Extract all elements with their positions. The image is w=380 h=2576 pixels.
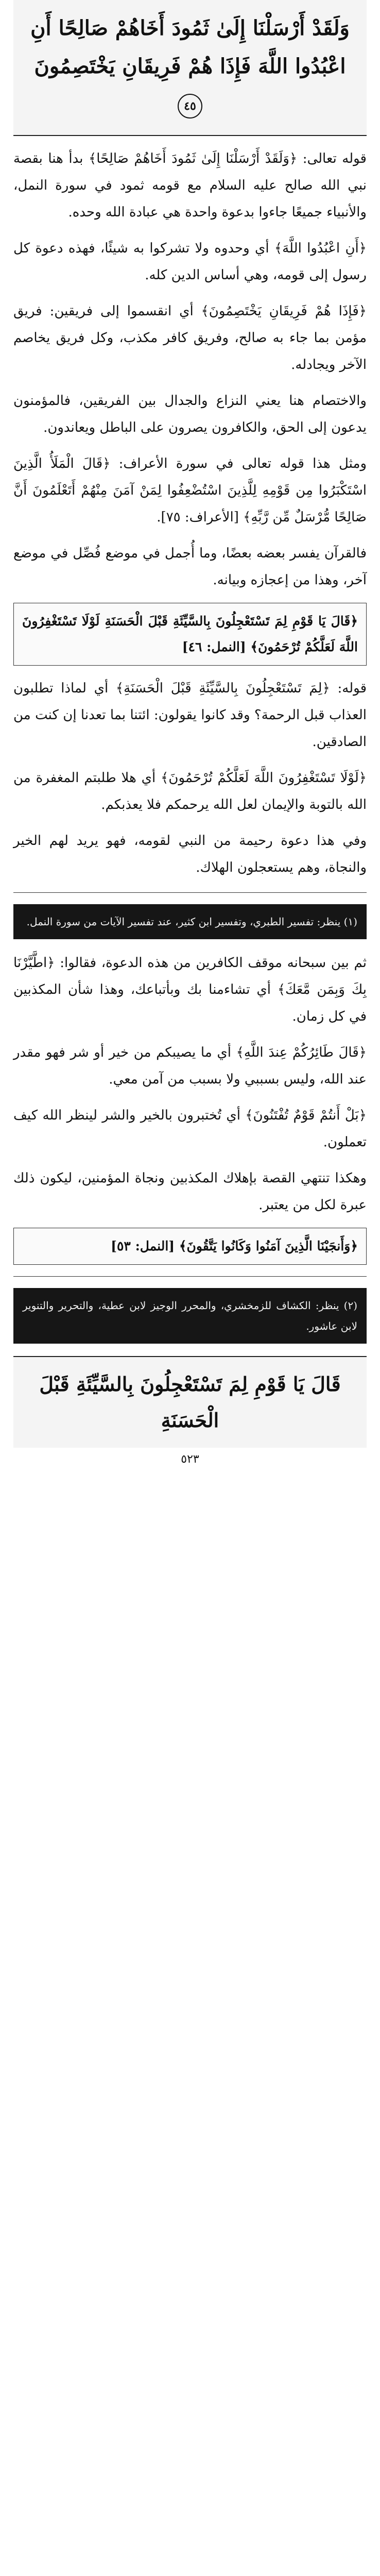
header-verse-text: وَلَقَدْ أَرْسَلْنَا إِلَىٰ ثَمُودَ أَخَاهُمْ صَالِحًا أَنِ اعْبُدُوا اللَّهَ فَإِذَا هُمْ فَرِيقَانِ يَخْتَصِمُونَ — [30, 16, 350, 78]
paragraph-10: ثم بين سبحانه موقف الكافرين من هذه الدعوة، فقالوا: ﴿اطَّيَّرْنَا بِكَ وَبِمَن مَّعَكَ﴾ أي تشاءمنا بك وبأتباعك، وهذا شأن المكذبين في كل زمان. — [13, 955, 367, 1024]
verse-quote-2: ﴿وَأَنجَيْنَا الَّذِينَ آمَنُوا وَكَانُوا يَتَّقُونَ﴾ [النمل: ٥٣] — [13, 1228, 367, 1265]
paragraph-9: وفي هذا دعوة رحيمة من النبي لقومه، فهو يريد لهم الخير والنجاة، وهم يستعجلون الهلاك. — [13, 833, 367, 875]
verse-quote-1: ﴿قَالَ يَا قَوْمِ لِمَ تَسْتَعْجِلُونَ بِالسَّيِّئَةِ قَبْلَ الْحَسَنَةِ لَوْلَا تَسْتَغْفِرُونَ اللَّهَ لَعَلَّكُمْ تُرْحَمُونَ﴾ [النمل: ٤٦] — [13, 603, 367, 666]
paragraph-11: ﴿قَالَ طَائِرُكُمْ عِندَ اللَّهِ﴾ أي ما يصيبكم من خير أو شر فهو مقدر عند الله، وليس بسببي ولا بسبب من آمن معي. — [13, 1045, 367, 1087]
ayah-number-badge: ٤٥ — [178, 94, 202, 118]
paragraph-13: وهكذا تنتهي القصة بإهلاك المكذبين ونجاة المؤمنين، ليكون ذلك عبرة لكل من يعتبر. — [13, 1171, 367, 1213]
paragraph-12: ﴿بَلْ أَنتُمْ قَوْمٌ تُفْتَنُونَ﴾ أي تُختبرون بالخير والشر لينظر الله كيف تعملون. — [13, 1108, 367, 1150]
paragraph-5: ومثل هذا قوله تعالى في سورة الأعراف: ﴿قَالَ الْمَلَأُ الَّذِينَ اسْتَكْبَرُوا مِن قَوْمِهِ لِلَّذِينَ اسْتُضْعِفُوا لِمَنْ آمَنَ مِنْهُمْ أَتَعْلَمُونَ أَنَّ صَالِحًا مُّرْسَلٌ مِّن رَّبِّهِ﴾ [الأعراف: ٧٥]. — [13, 456, 367, 525]
paragraph-7: قوله: ﴿لِمَ تَسْتَعْجِلُونَ بِالسَّيِّئَةِ قَبْلَ الْحَسَنَةِ﴾ أي لماذا تطلبون العذاب قبل الرحمة؟ وقد كانوا يقولون: ائتنا بما تعدنا إن كنت من الصادقين. — [13, 681, 367, 750]
closing-verse: قَالَ يَا قَوْمِ لِمَ تَسْتَعْجِلُونَ بِالسَّيِّئَةِ قَبْلَ الْحَسَنَةِ — [13, 1356, 367, 1448]
paragraph-3: ﴿فَإِذَا هُمْ فَرِيقَانِ يَخْتَصِمُونَ﴾ أي انقسموا إلى فريقين: فريق مؤمن بما جاء به صالح، وفريق كافر مكذب، وكل فريق يخاصم الآخر ويجادله. — [13, 303, 367, 372]
paragraph-2: ﴿أَنِ اعْبُدُوا اللَّهَ﴾ أي وحدوه ولا تشركوا به شيئًا، فهذه دعوة كل رسول إلى قومه، وهي أساس الدين كله. — [13, 241, 367, 283]
paragraph-8: ﴿لَوْلَا تَسْتَغْفِرُونَ اللَّهَ لَعَلَّكُمْ تُرْحَمُونَ﴾ أي هلا طلبتم المغفرة من الله بالتوبة والإيمان لعل الله يرحمكم فلا يعذبكم. — [13, 770, 367, 812]
header-verse — [13, 0, 367, 136]
footnote-2: (٢) ينظر: الكشاف للزمخشري، والمحرر الوجيز لابن عطية، والتحرير والتنوير لابن عاشور. — [13, 1288, 367, 1344]
paragraph-4: والاختصام هنا يعني النزاع والجدال بين الفريقين، فالمؤمنون يدعون إلى الحق، والكافرون يصرون على الباطل ويعاندون. — [13, 393, 367, 435]
page-number: ٥٢٣ — [181, 1453, 199, 1466]
footnote-divider-2 — [13, 1276, 367, 1277]
paragraph-6: فالقرآن يفسر بعضه بعضًا، وما أُجمل في موضع فُصِّل في موضع آخر، وهذا من إعجازه وبيانه. — [13, 546, 367, 588]
footnote-1: (١) ينظر: تفسير الطبري، وتفسير ابن كثير، عند تفسير الآيات من سورة النمل. — [13, 904, 367, 939]
paragraph-1: قوله تعالى: ﴿وَلَقَدْ أَرْسَلْنَا إِلَىٰ ثَمُودَ أَخَاهُمْ صَالِحًا﴾ بدأ هنا بقصة نبي الله صالح عليه السلام مع قومه ثمود في سورة النمل، والأنبياء جميعًا جاءوا بدعوة واحدة هي عبادة الله وحده. — [13, 151, 367, 220]
footnote-divider-1 — [13, 892, 367, 893]
